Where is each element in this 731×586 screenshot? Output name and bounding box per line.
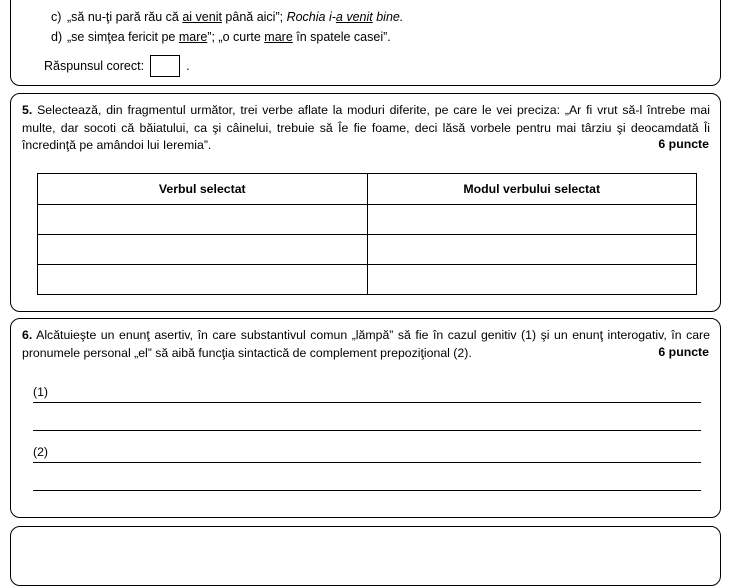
verbs-cell-mood-2[interactable] <box>367 235 697 265</box>
answer-line-3-label: (2) <box>33 445 49 459</box>
table-row <box>38 265 697 295</box>
verbs-table <box>37 173 697 295</box>
verbs-cell-verb-2[interactable] <box>38 235 368 265</box>
correct-answer-row <box>44 55 190 77</box>
option-d-underline-1: mare <box>178 30 208 44</box>
question-6-points: 6 puncte <box>658 344 709 359</box>
answer-line-4[interactable] <box>33 490 701 491</box>
question-4-panel <box>10 0 721 86</box>
option-c-letter: c) <box>51 10 62 24</box>
answer-line-1[interactable] <box>33 402 701 403</box>
question-6-number: 6. <box>22 328 33 342</box>
option-c <box>51 9 403 25</box>
correct-answer-period: . <box>186 59 190 73</box>
verbs-table-header-row <box>38 174 697 205</box>
answer-line-2[interactable] <box>33 430 701 431</box>
correct-answer-input[interactable] <box>150 55 180 77</box>
question-5-panel <box>10 93 721 312</box>
option-d-letter: d) <box>51 30 63 44</box>
question-6-panel <box>10 318 721 518</box>
question-5-number: 5. <box>22 103 33 117</box>
answer-line-1-label: (1) <box>33 385 49 399</box>
option-d-text-pre: „se simţea fericit pe <box>67 30 179 44</box>
option-d-text-mid: ”; „o curte <box>207 30 265 44</box>
table-row <box>38 235 697 265</box>
option-c-underline-2: a venit <box>335 10 373 24</box>
question-5-text-block <box>22 102 710 155</box>
question-5-text: Selectează, din fragmentul următor, trei verbe aflate la moduri diferite, pe care le vei preciza: „Ar fi vrut să-l întrebe mai multe, dar socoti că băiatului, ca şi câinelui, trebuie să Îe fie foame, deci lăsă vorbele pentru mai târziu şi deocamdată Îi încredinţă pe amândoi lui Ieremia”. <box>22 103 710 152</box>
question-6-text-block <box>22 327 710 362</box>
option-c-italic-pre: Rochia i- <box>286 10 336 24</box>
correct-answer-label: Răspunsul corect: <box>44 59 145 73</box>
option-d <box>51 29 391 45</box>
question-5-points: 6 puncte <box>658 137 709 151</box>
question-7-panel <box>10 526 721 586</box>
verbs-table-header-verb: Verbul selectat <box>38 174 368 205</box>
option-c-text-pre: „să nu-ţi pară rău că <box>67 10 183 24</box>
verbs-cell-verb-1[interactable] <box>38 205 368 235</box>
option-c-italic-post: bine. <box>372 10 404 24</box>
option-d-underline-2: mare <box>264 30 293 44</box>
answer-line-3[interactable] <box>33 462 701 463</box>
question-6-text: Alcătuieşte un enunţ asertiv, în care substantivul comun „lămpă” să fie în cazul genitiv (1) şi un enunţ interogativ, în care pronumele personal „el” să aibă funcţia sintactică de complement prepoziţional (2). <box>22 328 710 360</box>
verbs-cell-mood-3[interactable] <box>367 265 697 295</box>
table-row <box>38 205 697 235</box>
verbs-cell-verb-3[interactable] <box>38 265 368 295</box>
option-d-text-post: în spatele casei”. <box>292 30 391 44</box>
option-c-underline-1: ai venit <box>182 10 222 24</box>
option-c-text-post: până aici”; <box>221 10 287 24</box>
verbs-table-header-mood: Modul verbului selectat <box>367 174 697 205</box>
verbs-cell-mood-1[interactable] <box>367 205 697 235</box>
